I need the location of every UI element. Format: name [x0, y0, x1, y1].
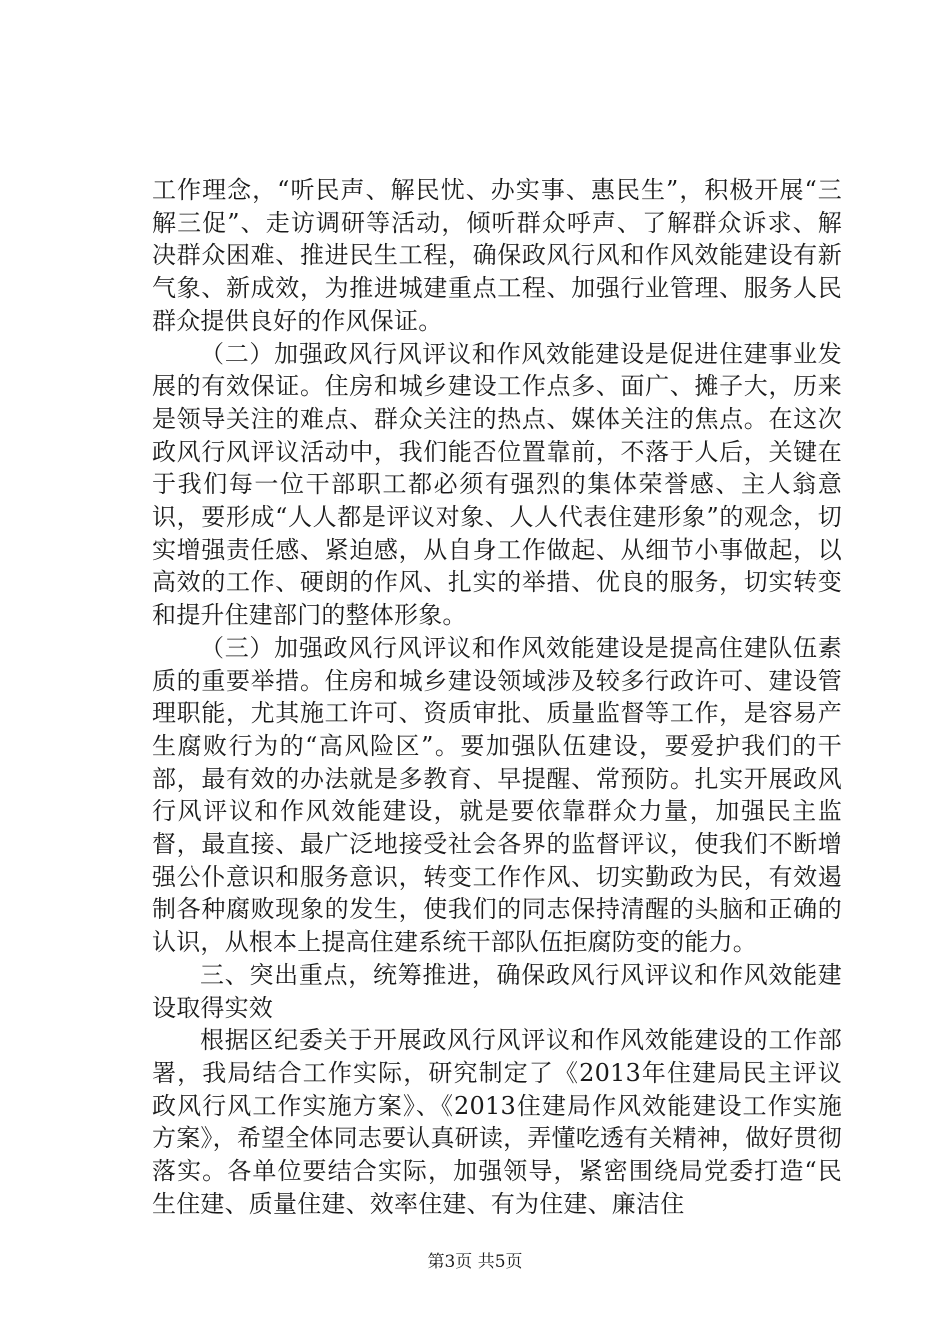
paragraph-section-two: （二）加强政风行风评议和作风效能建设是促进住建事业发展的有效保证。住房和城乡建设工作点多、面广、摊子大，历来是领导关注的难点、群众关注的热点、媒体关注的焦点。在这次政风行风评议活动中，我们能否位置靠前，不落于人后，关键在于我们每一位干部职工都必须有强烈的集体荣誉感、主人翁意识，要形成“人人都是评议对象、人人代表住建形象”的观念，切实增强责任感、紧迫感，从自身工作做起、从细节小事做起，以高效的工作、硬朗的作风、扎实的举措、优良的服务，切实转变和提升住建部门的整体形象。 — [152, 339, 842, 630]
paragraph-work-deployment: 根据区纪委关于开展政风行风评议和作风效能建设的工作部署，我局结合工作实际，研究制定了《2013年住建局民主评议政风行风工作实施方案》、《2013住建局作风效能建设工作实施方案》，希望全体同志要认真研读，弄懂吃透有关精神，做好贯彻落实。各单位要结合实际，加强领导，紧密围绕局党委打造“民生住建、质量住建、效率住建、有为住建、廉洁住 — [152, 1026, 842, 1218]
paragraph-section-three: （三）加强政风行风评议和作风效能建设是提高住建队伍素质的重要举措。住房和城乡建设领域涉及较多行政许可、建设管理职能，尤其施工许可、资质审批、质量监督等工作，是容易产生腐败行为的“高风险区”。要加强队伍建设，要爱护我们的干部，最有效的办法就是多教育、早提醒、常预防。扎实开展政风行风评议和作风效能建设，就是要依靠群众力量，加强民主监督，最直接、最广泛地接受社会各界的监督评议，使我们不断增强公仆意识和服务意识，转变工作作风、切实勤政为民，有效遏制各种腐败现象的发生，使我们的同志保持清醒的头脑和正确的认识，从根本上提高住建系统干部队伍拒腐防变的能力。 — [152, 633, 842, 957]
paragraph-continuation: 工作理念，“听民声、解民忧、办实事、惠民生”，积极开展“三解三促”、走访调研等活动，倾听群众呼声、了解群众诉求、解决群众困难、推进民生工程，确保政风行风和作风效能建设有新气象、新成效，为推进城建重点工程、加强行业管理、服务人民群众提供良好的作风保证。 — [152, 176, 842, 335]
page-number-footer: 第3页 共5页 — [427, 1252, 523, 1272]
section-heading-three: 三、突出重点，统筹推进，确保政风行风评议和作风效能建设取得实效 — [152, 960, 842, 1022]
document-body — [152, 174, 842, 1221]
